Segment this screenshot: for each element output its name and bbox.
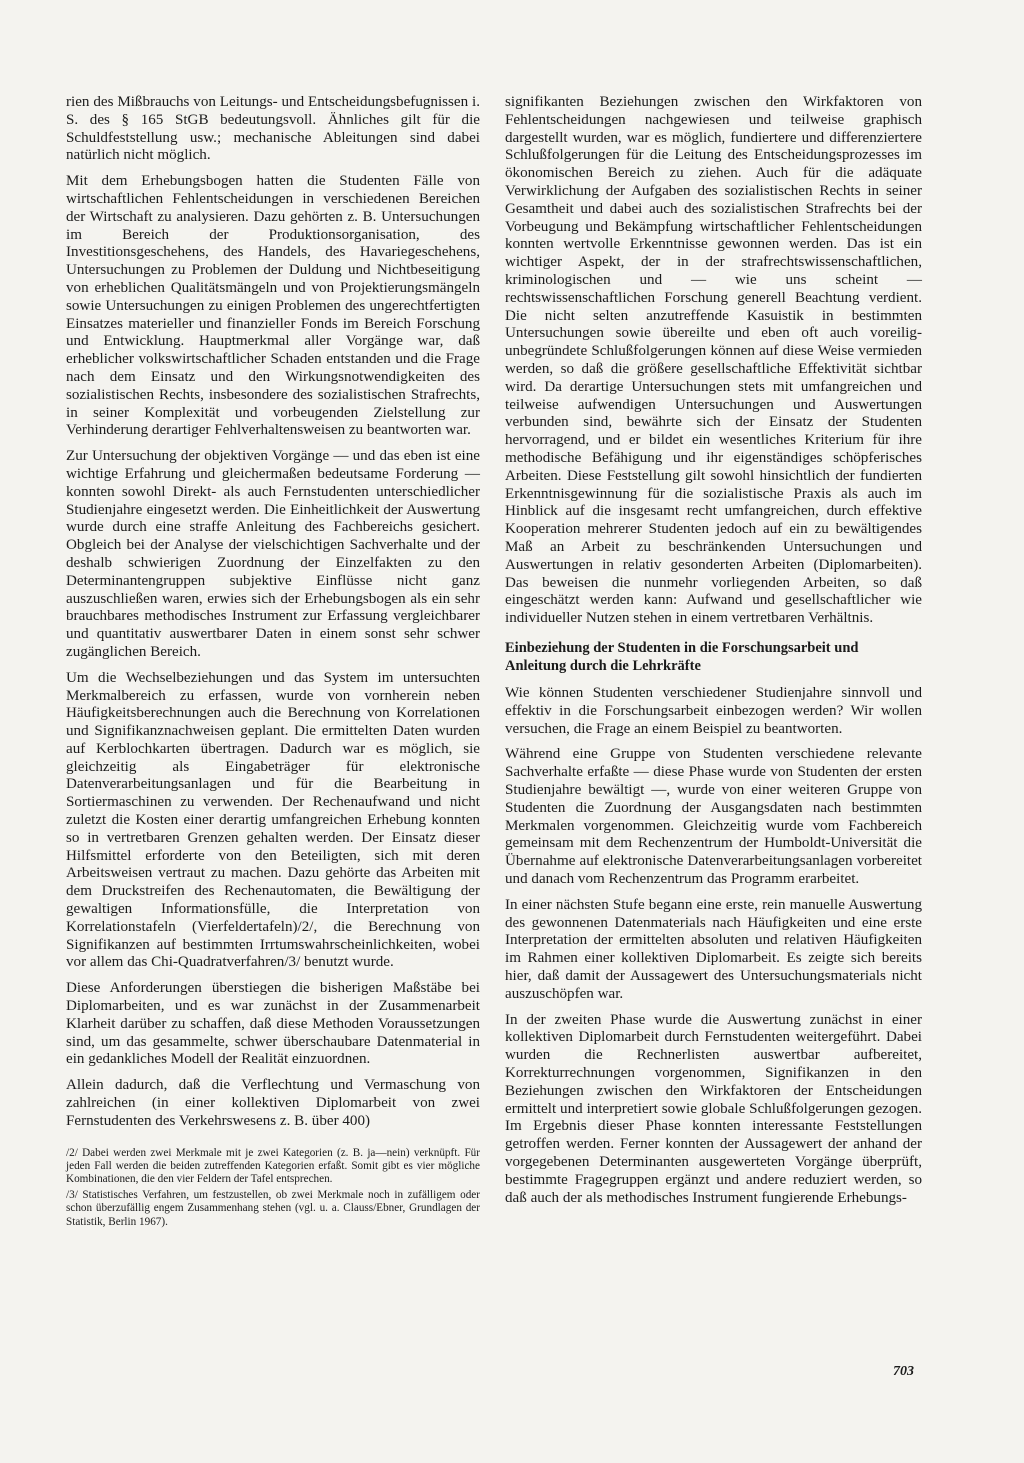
footnotes — [66, 1147, 480, 1229]
paragraph: Diese Anforderungen überstiegen die bisherigen Maßstäbe bei Diplomarbeiten, und es war zunächst in der Zusammenarbeit Klarheit darüber zu schaffen, daß diese Methoden Voraussetzungen sind, um das gesammelte, schwer überschaubare Datenmaterial in ein gedankliches Modell der Realität einzuordnen. — [66, 980, 480, 1068]
paragraph: In der zweiten Phase wurde die Auswertung zunächst in einer kollektiven Diplomarbeit durch Fernstudenten weitergeführt. Dabei wurden die Rechnerlisten auswertbar aufbereitet, Korrekturrechnungen vorgenommen, Signifikanzen in den Beziehungen zwischen den Wirkfaktoren der Entscheidungen ermittelt und interpretiert sowie globale Schlußfolgerungen gezogen. Im Ergebnis dieser Phase konnten interessante Feststellungen getroffen werden. Ferner konnten der Aussagewert der anhand der vorgegebenen Determinanten ausgewerteten Vorgänge überprüft, bestimmte Fragegruppen ergänzt und andere reduziert werden, so daß auch der als methodisches Instrument fungierende Erhebungs- — [505, 1011, 922, 1206]
right-column — [505, 94, 922, 1215]
left-column — [66, 94, 480, 1232]
section-heading: Einbeziehung der Studenten in die Forschungsarbeit und Anleitung durch die Lehrkräfte — [505, 639, 859, 674]
paragraph: rien des Mißbrauchs von Leitungs- und Entscheidungsbefugnissen i. S. des § 165 StGB bedeutungsvoll. Ähnliches gilt für die Schuldfeststellung usw.; mechanische Ableitungen sind dabei natürlich nicht möglich. — [66, 94, 480, 164]
paragraph: signifikanten Beziehungen zwischen den Wirkfaktoren von Fehlentscheidungen nachgewiesen und teilweise graphisch dargestellt wurden, war es möglich, fundiertere und differenziertere Schlußfolgerungen für die Leitung des Entscheidungsprozesses im ökonomischen Bereich zu ziehen. Auch für die adäquate Verwirklichung der Aufgaben des sozialistischen Rechts in seiner Gesamtheit und dabei auch des sozialistischen Strafrechts bei der Vorbeugung und Bekämpfung wirtschaftlicher Fehlentscheidungen konnten wertvolle Erkenntnisse gewonnen werden. Das ist ein wichtiger Aspekt, der in der strafrechtswissenschaftlichen, kriminologischen und — wie uns scheint — rechtswissenschaftlichen Forschung generell Beachtung verdient. Die nicht selten anzutreffende Kasuistik in bestimmten Untersuchungen sowie übereilte und eben oft auch voreilig-unbegründete Schlußfolgerungen können auf diese Weise vermieden werden, so daß die größere gesellschaftliche Effektivität sichtbar wird. Da derartige Untersuchungen stets mit umfangreichen und teilweise aufwendigen Untersuchungen und Auswertungen verbunden sind, bewährte sich der Einsatz der Studenten hervorragend, und er bildet ein wesentliches Kriterium für ihre methodische Befähigung und ihr eigenständiges schöpferisches Arbeiten. Diese Feststellung gilt sowohl hinsichtlich der fundierten Erkenntnisgewinnung für die sozialistische Praxis als auch im Hinblick auf die insgesamt recht umfangreichen, durch effektive Kooperation mehrerer Studenten jedoch auf ein zu bewältigendes Maß an Arbeit zu beschränkenden Untersuchungen und Auswertungen in relativ gesonderten Arbeiten (Diplomarbeiten). Das beweisen die nunmehr vorliegenden Arbeiten, so daß eingeschätzt werden kann: Aufwand und gesellschaftlicher wie individueller Nutzen stehen in einem vertretbaren Verhältnis. — [505, 94, 922, 627]
paragraph: Zur Untersuchung der objektiven Vorgänge — und das eben ist eine wichtige Erfahrung und gleichermaßen bedeutsame Forderung — konnten sowohl Direkt- als auch Fernstudenten unterschiedlicher Studienjahre eingesetzt werden. Die Einheitlichkeit der Auswertung wurde durch eine straffe Anleitung des Fachbereichs gesichert. Obgleich bei der Analyse der vielschichtigen Sachverhalte und der deshalb schwierigen Zuordnung der Einzelfakten zu den Determinantengruppen subjektive Einflüsse nicht ganz auszuschließen waren, erwies sich der Erhebungsbogen als ein sehr brauchbares methodisches Instrument zur Erfassung vergleichbarer und quantitativ auswertbarer Daten in einem sonst sehr schwer zugänglichen Bereich. — [66, 448, 480, 660]
paragraph: Wie können Studenten verschiedener Studienjahre sinnvoll und effektiv in die Forschungsarbeit einbezogen werden? Wir wollen versuchen, die Frage an einem Beispiel zu beantworten. — [505, 685, 922, 737]
paragraph: Mit dem Erhebungsbogen hatten die Studenten Fälle von wirtschaftlichen Fehlentscheidungen in verschiedenen Bereichen der Wirtschaft zu analysieren. Dazu gehörten z. B. Untersuchungen im Bereich der Produktionsorganisation, des Investitionsgeschehens, des Handels, des Havariegeschehens, Untersuchungen zu Problemen der Duldung und Nichtbeseitigung von erheblichen Qualitätsmängeln und von Projektierungsmängeln sowie Untersuchungen zu einigen Problemen des ungerechtfertigten Einsatzes materieller und finanzieller Fonds im Bereich Forschung und Entwicklung. Hauptmerkmal aller Vorgänge war, daß erheblicher volkswirtschaftlicher Schaden entstanden und die Frage nach dem Einsatz und den Wirkungsnotwendigkeiten des sozialistischen Rechts, insbesondere des sozialistischen Strafrechts, in seiner Komplexität und vorbeugenden Zielstellung zur Verhinderung derartiger Fehlverhaltensweisen zu beantworten war. — [66, 173, 480, 439]
footnote: /3/ Statistisches Verfahren, um festzustellen, ob zwei Merkmale noch in zufälligem oder schon überzufällig engem Zusammenhang stehen (vgl. u. a. Clauss/Ebner, Grundlagen der Statistik, Berlin 1967). — [66, 1189, 480, 1228]
footnote: /2/ Dabei werden zwei Merkmale mit je zwei Kategorien (z. B. ja—nein) verknüpft. Für jeden Fall werden die beiden zutreffenden Kategorien erfaßt. Somit gibt es vier mögliche Kombinationen, die den vier Feldern der Tafel entsprechen. — [66, 1146, 480, 1186]
paragraph: Während eine Gruppe von Studenten verschiedene relevante Sachverhalte erfaßte — diese Phase wurde von Studenten der ersten Studienjahre bewältigt —, wurde von einer weiteren Gruppe von Studenten die Zuordnung der Ausgangsdaten nach bestimmten Merkmalen vorgenommen. Gleichzeitig wurde vom Fachbereich gemeinsam mit dem Rechenzentrum der Humboldt-Universität die Übernahme auf elektronische Datenverarbeitungsanlagen vorbereitet und danach vom Rechenzentrum das Programm erarbeitet. — [505, 746, 922, 888]
page-number: 703 — [893, 1364, 914, 1379]
paragraph: In einer nächsten Stufe begann eine erste, rein manuelle Auswertung des gewonnenen Datenmaterials nach Häufigkeiten und eine erste Interpretation der ermittelten absoluten und relativen Häufigkeiten im Rahmen einer kollektiven Diplomarbeit. Es zeigte sich bereits hier, daß damit der Aussagewert des Untersuchungsmaterials nicht auszuschöpfen war. — [505, 896, 922, 1002]
paragraph: Um die Wechselbeziehungen und das System im untersuchten Merkmalbereich zu erfassen, wurde von vornherein neben Häufigkeitsberechnungen auch die Berechnung von Korrelationen und Signifikanznachweisen geplant. Die ermittelten Daten wurden auf Kerblochkarten übertragen. Dadurch war es möglich, sie gleichzeitig als Eingabeträger für elektronische Datenverarbeitungsanlagen und für die Bearbeitung in Sortiermaschinen zu verwenden. Der Rechenaufwand und nicht zuletzt die Kosten einer derartig umfangreichen Erhebung konnten so in vertretbaren Grenzen gehalten werden. Der Einsatz dieser Hilfsmittel erforderte von den Beteiligten, sich mit deren Arbeitsweisen vertraut zu machen. Dazu gehörte das Arbeiten mit dem Druckstreifen des Rechenautomaten, die Bewältigung der gewaltigen Informationsfülle, die Interpretation von Korrelationstafeln (Vierfeldertafeln)/2/, die Berechnung von Signifikanzen auf bestimmten Irrtumswahrscheinlichkeiten, wobei vor allem das Chi-Quadratverfahren/3/ benutzt wurde. — [66, 669, 480, 971]
paragraph: Allein dadurch, daß die Verflechtung und Vermaschung von zahlreichen (in einer kollektiven Diplomarbeit von zwei Fernstudenten des Verkehrswesens z. B. über 400) — [66, 1077, 480, 1129]
